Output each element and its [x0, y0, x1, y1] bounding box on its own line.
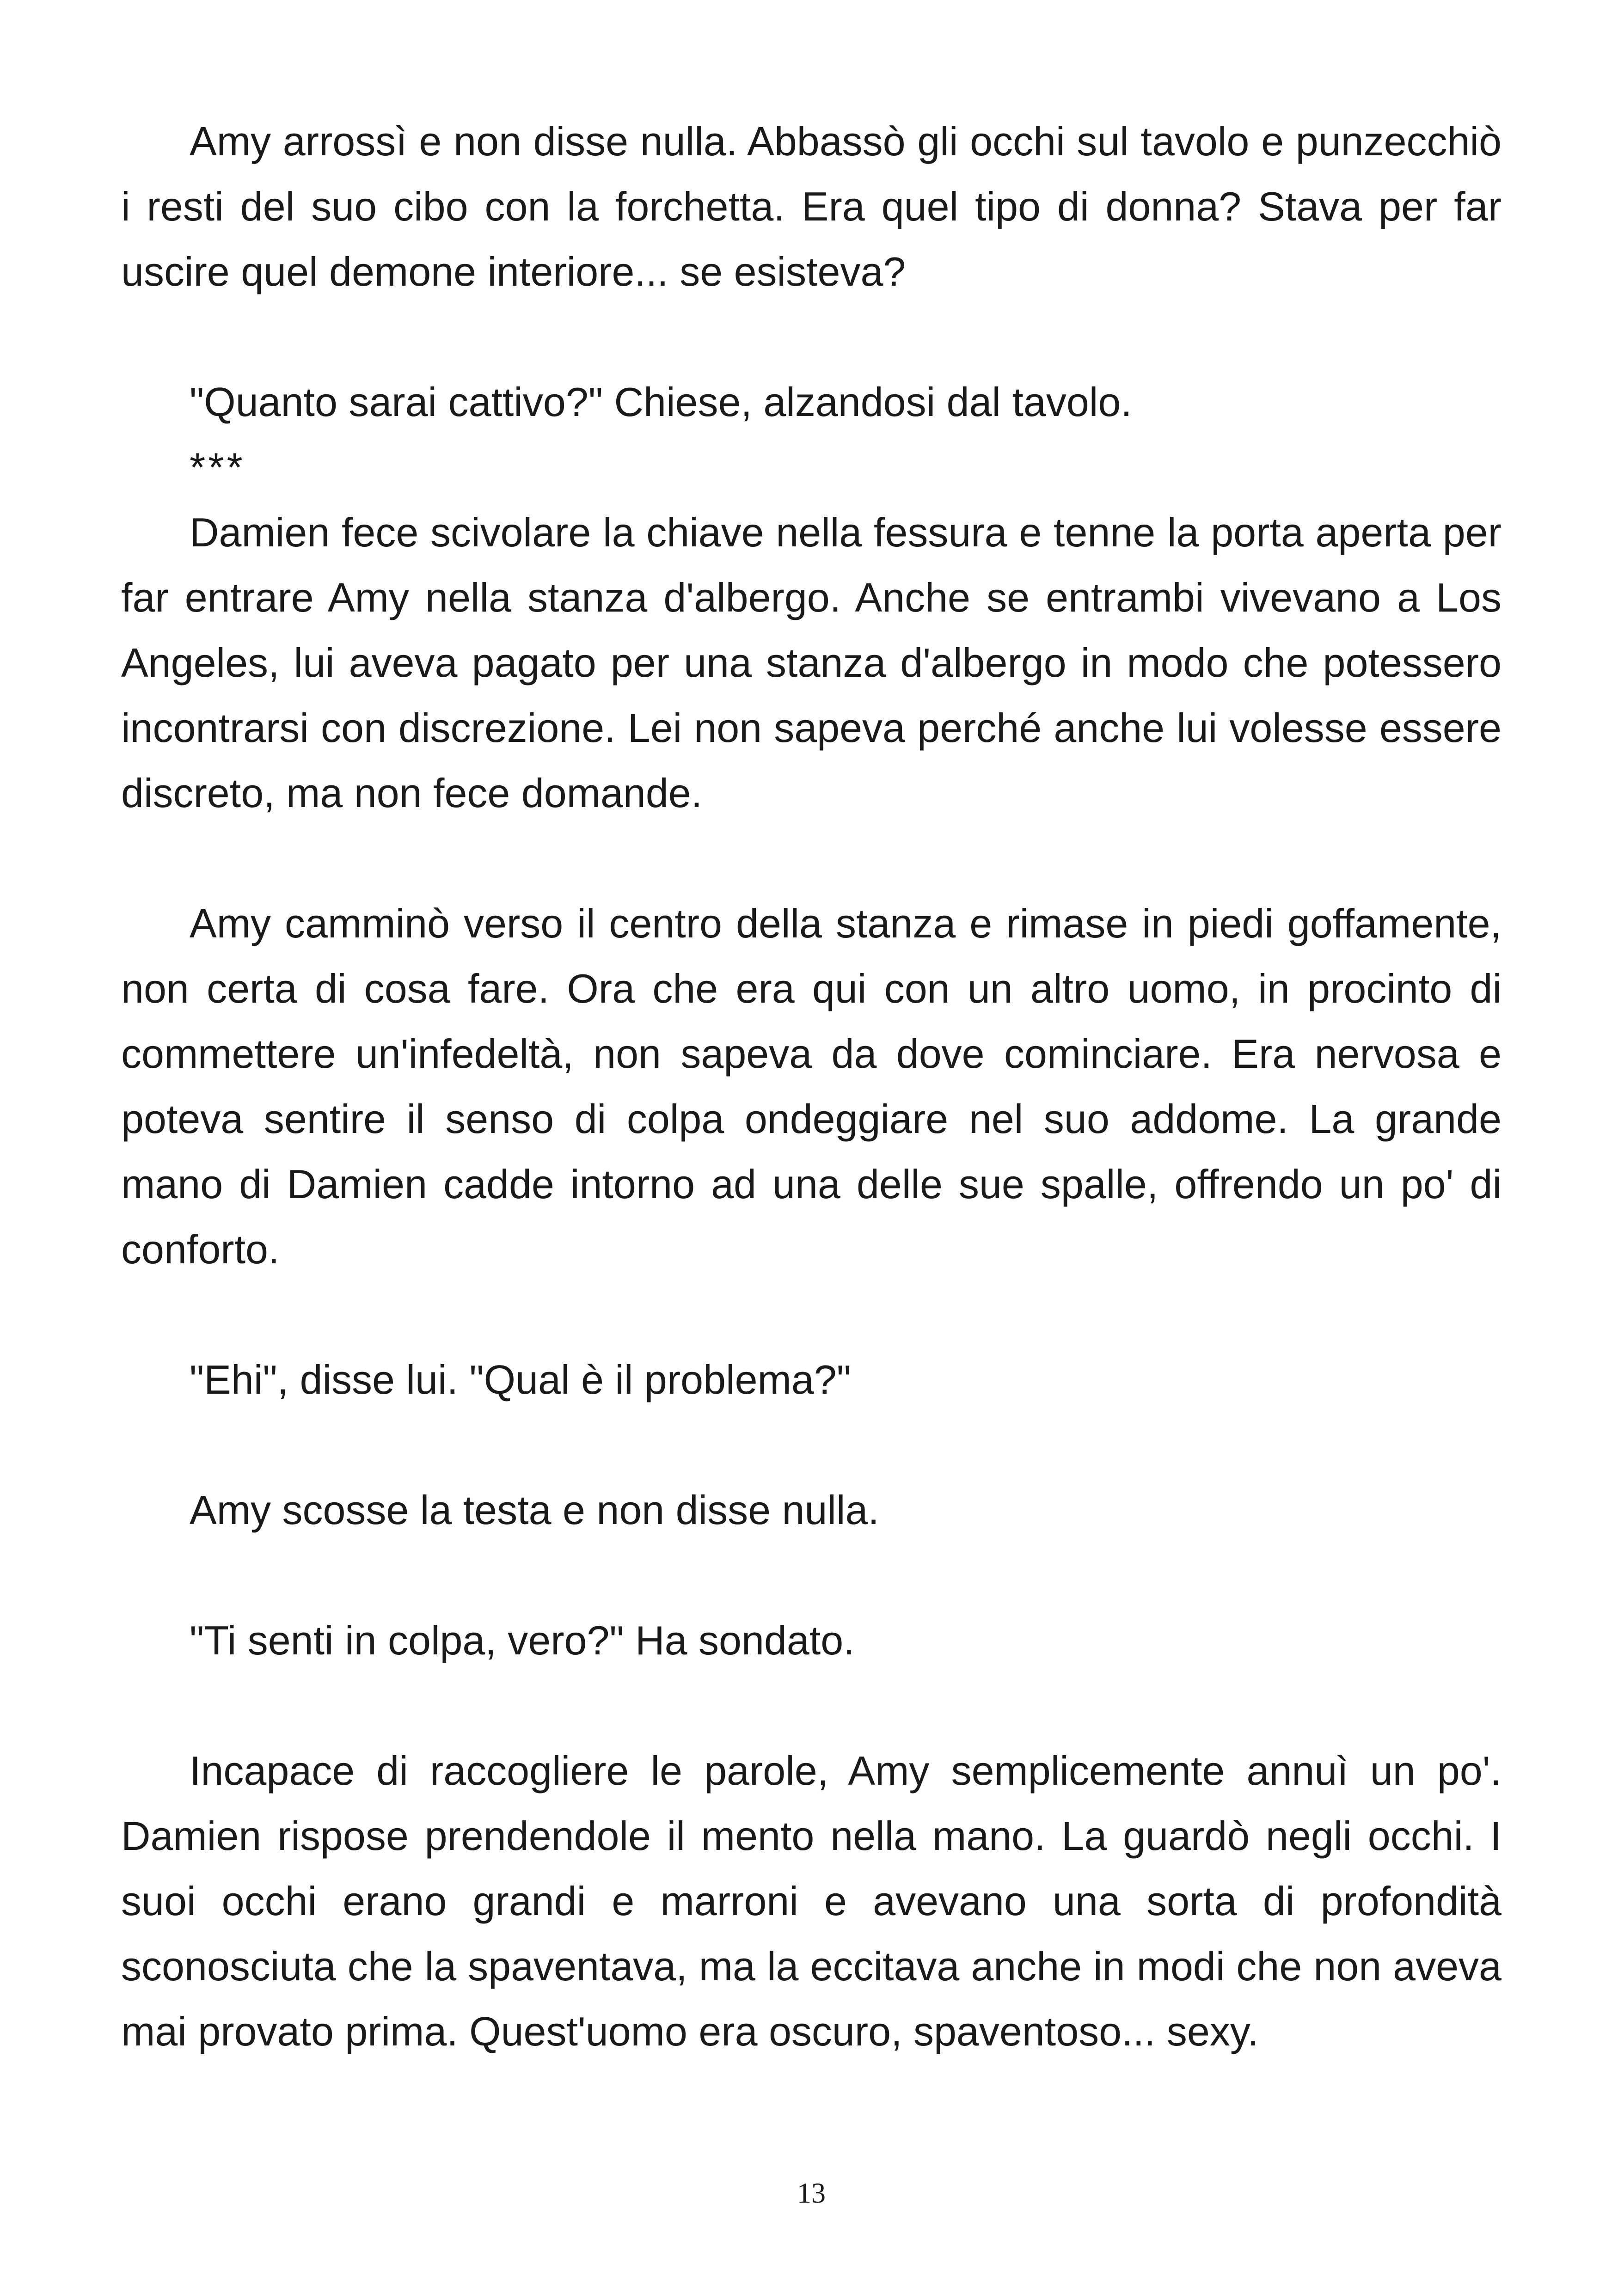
paragraph-7: "Ti senti in colpa, vero?" Ha sondato. [190, 1617, 855, 1663]
paragraph-5: "Ehi", disse lui. "Qual è il problema?" [190, 1357, 851, 1402]
page-number: 13 [797, 2178, 826, 2209]
paragraph-3: Damien fece scivolare la chiave nella fessura e tenne la porta aperta per far entrare Amy nella stanza d'albergo. Anche se entrambi vivevano a Los Angeles, lui aveva pagato per una stanza d'albergo in modo che potessero incontrarsi con discrezione. Lei non sapeva perché anche lui volesse essere discreto, ma non fece domande. [121, 509, 1502, 816]
paragraph-6: Amy scosse la testa e non disse nulla. [190, 1487, 879, 1533]
paragraph-4: Amy camminò verso il centro della stanza e rimase in piedi goffamente, non certa di cosa fare. Ora che era qui con un altro uomo, in procinto di commettere un'infedeltà, non sapeva da dove cominciare. Era nervosa e poteva sentire il senso di colpa ondeggiare nel suo addome. La grande mano di Damien cadde intorno ad una delle sue spalle, offrendo un po' di conforto. [121, 900, 1502, 1272]
book-page [121, 0, 1502, 2296]
scene-break: *** [190, 444, 245, 490]
paragraph-2: "Quanto sarai cattivo?" Chiese, alzandosi dal tavolo. [190, 379, 1132, 425]
paragraph-1: Amy arrossì e non disse nulla. Abbassò gli occhi sul tavolo e punzecchiò i resti del suo cibo con la forchetta. Era quel tipo di donna? Stava per far uscire quel demone interiore... se esisteva? [121, 118, 1502, 294]
body-text [121, 109, 1502, 2129]
paragraph-8: Incapace di raccogliere le parole, Amy semplicemente annuì un po'. Damien rispose prendendole il mento nella mano. La guardò negli occhi. I suoi occhi erano grandi e marroni e avevano una sorta di profondità sconosciuta che la spaventava, ma la eccitava anche in modi che non aveva mai provato prima. Quest'uomo era oscuro, spaventoso... sexy. [121, 1748, 1502, 2054]
